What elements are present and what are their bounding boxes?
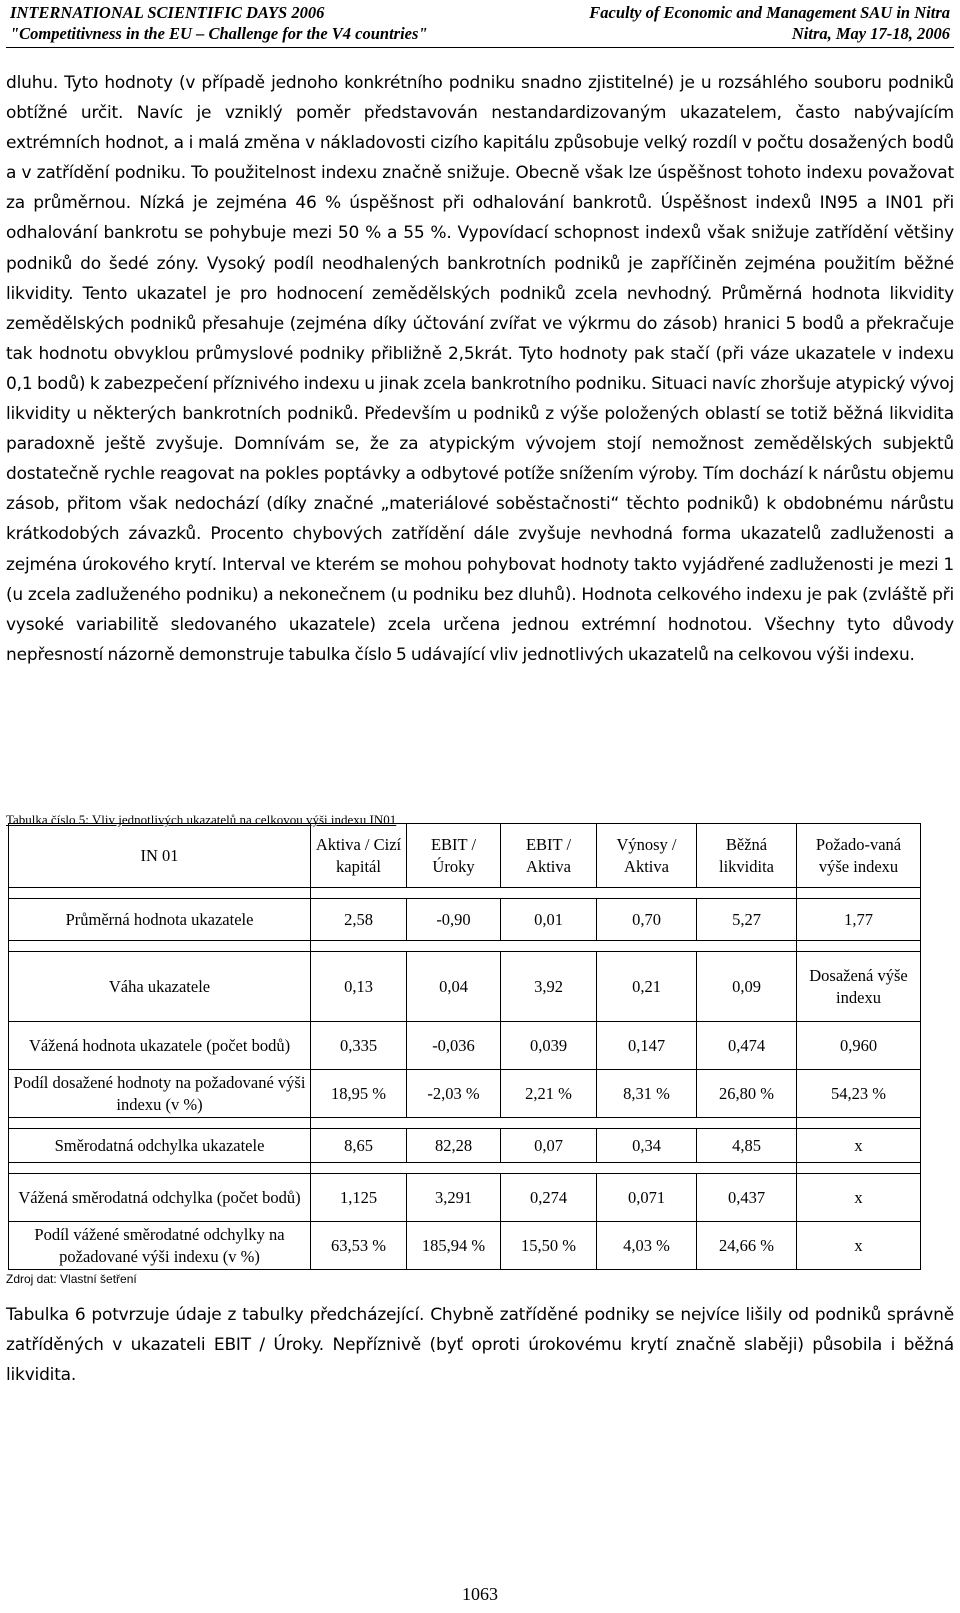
table-row	[9, 1070, 921, 1118]
row-label: Podíl vážené směrodatné odchylky na požadované výši indexu (v %)	[9, 1222, 311, 1270]
table-cell: Dosažená výše indexu	[797, 952, 921, 1022]
table-cell: 1,125	[311, 1174, 407, 1222]
table-cell: 0,335	[311, 1022, 407, 1070]
table-cell: 0,437	[697, 1174, 797, 1222]
table-cell: x	[797, 1129, 921, 1163]
table-cell: 63,53 %	[311, 1222, 407, 1270]
table-spacer	[9, 941, 921, 952]
table-cell: 0,70	[597, 899, 697, 941]
table-cell: 0,01	[501, 899, 597, 941]
table-row	[9, 1222, 921, 1270]
table-row	[9, 1129, 921, 1163]
table-cell: 26,80 %	[697, 1070, 797, 1118]
table-cell: 54,23 %	[797, 1070, 921, 1118]
table-row	[9, 1022, 921, 1070]
table-cell: 82,28	[407, 1129, 501, 1163]
conference-subtitle: "Competitivness in the EU – Challenge for the V4 countries"	[10, 24, 428, 43]
page-number: 1063	[462, 1584, 498, 1604]
table-cell: 0,04	[407, 952, 501, 1022]
table-cell: x	[797, 1174, 921, 1222]
table-cell: 4,85	[697, 1129, 797, 1163]
header-cell: EBIT / Úroky	[407, 824, 501, 888]
header-row-1	[10, 2, 950, 23]
table-cell: 0,274	[501, 1174, 597, 1222]
closing-paragraph: Tabulka 6 potvrzuje údaje z tabulky předcházející. Chybně zatříděné podniky se nejvíce lišily od podniků správně zatříděných v ukazateli EBIT / Úroky. Nepříznivě (byť oproti úrokovému krytí značně slaběji) působila i běžná likvidita.	[6, 1305, 954, 1385]
conference-header	[10, 2, 950, 44]
table-cell: 0,071	[597, 1174, 697, 1222]
header-cell: Běžná likvidita	[697, 824, 797, 888]
table-source: Zdroj dat: Vlastní šetření	[6, 1272, 137, 1286]
row-label: Směrodatná odchylka ukazatele	[9, 1129, 311, 1163]
table-cell: 2,21 %	[501, 1070, 597, 1118]
header-cell: Výnosy / Aktiva	[597, 824, 697, 888]
table-cell: 3,92	[501, 952, 597, 1022]
table-cell: -2,03 %	[407, 1070, 501, 1118]
table-cell: 0,13	[311, 952, 407, 1022]
row-label: Vážená směrodatná odchylka (počet bodů)	[9, 1174, 311, 1222]
table-cell: 2,58	[311, 899, 407, 941]
table-cell: -0,036	[407, 1022, 501, 1070]
table-cell: 0,21	[597, 952, 697, 1022]
table-cell: -0,90	[407, 899, 501, 941]
header-row-2	[10, 23, 950, 44]
header-cell: Požado-vaná výše indexu	[797, 824, 921, 888]
table-cell: 15,50 %	[501, 1222, 597, 1270]
table-cell: 18,95 %	[311, 1070, 407, 1118]
table-row	[9, 899, 921, 941]
conference-title: INTERNATIONAL SCIENTIFIC DAYS 2006	[10, 3, 325, 22]
table-spacer	[9, 888, 921, 899]
table-caption: Tabulka číslo 5: Vliv jednotlivých ukazatelů na celkovou výši indexu IN01	[6, 812, 397, 827]
table-cell: 0,07	[501, 1129, 597, 1163]
table-cell: 0,09	[697, 952, 797, 1022]
body-paragraph: dluhu. Tyto hodnoty (v případě jednoho konkrétního podniku snadno zjistitelné) je u rozsáhlého souboru podniků obtížné určit. Navíc je vzniklý poměr představován nestandardizovaným ukazatelem, často nabývajícím extrémních hodnot, a i malá změna v nákladovosti cizího kapitálu způsobuje velký rozdíl v počtu dosažených bodů a v zatřídění podniku. To použitelnost indexu značně snižuje. Obecně však lze úspěšnost tohoto indexu považovat za průměrnou. Nízká je zejména 46 % úspěšnost při odhalování bankrotů. Úspěšnost indexů IN95 a IN01 při odhalování bankrotu se pohybuje mezi 50 % a 55 %. Vypovídací schopnost indexů však snižuje zatřídění většiny podniků do šedé zóny. Vysoký podíl neodhalených bankrotních podniků je zapříčiněn zejména použitím běžné likvidity. Tento ukazatel je pro hodnocení zemědělských podniků zcela nevhodný. Průměrná hodnota likvidity zemědělských podniků přesahuje (zejména díky účtování zvířat ve výkrmu do zásob) hranici 5 bodů a překračuje tak hodnotu obvyklou průmyslové podniky přibližně 2,5krát. Tyto hodnoty pak stačí (při váze ukazatele v indexu 0,1 bodů) k zabezpečení příznivého indexu u jinak zcela bankrotního podniku. Situaci navíc zhoršuje atypický vývoj likvidity u některých bankrotních podniků. Především u podniků z výše položených oblastí se totiž běžná likvidita paradoxně ještě zvyšuje. Domnívám se, že za atypickým vývojem stojí nemožnost zemědělských subjektů dostatečně rychle reagovat na pokles poptávky a odbytové potíže snížením výroby. Tím dochází k nárůstu objemu zásob, přitom však nedochází (díky značné „materiálové soběstačnosti“ těchto podniků) k obdobnému nárůstu krátkodobých závazků. Procento chybových zatřídění dále zvyšuje nevhodná forma ukazatelů zadluženosti a zejména úrokového krytí. Interval ve kterém se mohou pohybovat hodnoty takto vyjádřené zadluženosti je mezi 1 (u zcela zadluženého podniku) a nekonečnem (u podniku bez dluhů). Hodnota celkového indexu je pak (zvláště při vysoké variabilitě sledovaného ukazatele) zcela určena jednou extrémní hodnotou. Všechny tyto důvody nepřesností názorně demonstruje tabulka číslo 5 udávající vliv jednotlivých ukazatelů na celkovou výši indexu.	[6, 73, 954, 665]
table-cell: 8,31 %	[597, 1070, 697, 1118]
table-cell: 8,65	[311, 1129, 407, 1163]
faculty-name: Faculty of Economic and Management SAU in Nitra	[589, 3, 950, 22]
table-cell: x	[797, 1222, 921, 1270]
table-cell: 0,474	[697, 1022, 797, 1070]
table-cell: 0,960	[797, 1022, 921, 1070]
table-cell: 3,291	[407, 1174, 501, 1222]
table-cell: 1,77	[797, 899, 921, 941]
conference-date: Nitra, May 17-18, 2006	[791, 24, 950, 43]
table-row	[9, 1174, 921, 1222]
header-cell: Aktiva / Cizí kapitál	[311, 824, 407, 888]
row-label: Vážená hodnota ukazatele (počet bodů)	[9, 1022, 311, 1070]
results-table	[8, 823, 921, 1270]
table-cell: 0,039	[501, 1022, 597, 1070]
table-cell: 0,147	[597, 1022, 697, 1070]
table-header-row	[9, 824, 921, 888]
table-cell: 24,66 %	[697, 1222, 797, 1270]
table-spacer	[9, 1118, 921, 1129]
table-cell: 4,03 %	[597, 1222, 697, 1270]
row-label: Podíl dosažené hodnoty na požadované výši indexu (v %)	[9, 1070, 311, 1118]
table-cell: 185,94 %	[407, 1222, 501, 1270]
header-rule	[6, 47, 954, 48]
table-cell: 5,27	[697, 899, 797, 941]
table-spacer	[9, 1163, 921, 1174]
table-cell: 0,34	[597, 1129, 697, 1163]
row-label: Váha ukazatele	[9, 952, 311, 1022]
header-cell: EBIT / Aktiva	[501, 824, 597, 888]
row-label: Průměrná hodnota ukazatele	[9, 899, 311, 941]
table-row	[9, 952, 921, 1022]
header-cell: IN 01	[9, 824, 311, 888]
